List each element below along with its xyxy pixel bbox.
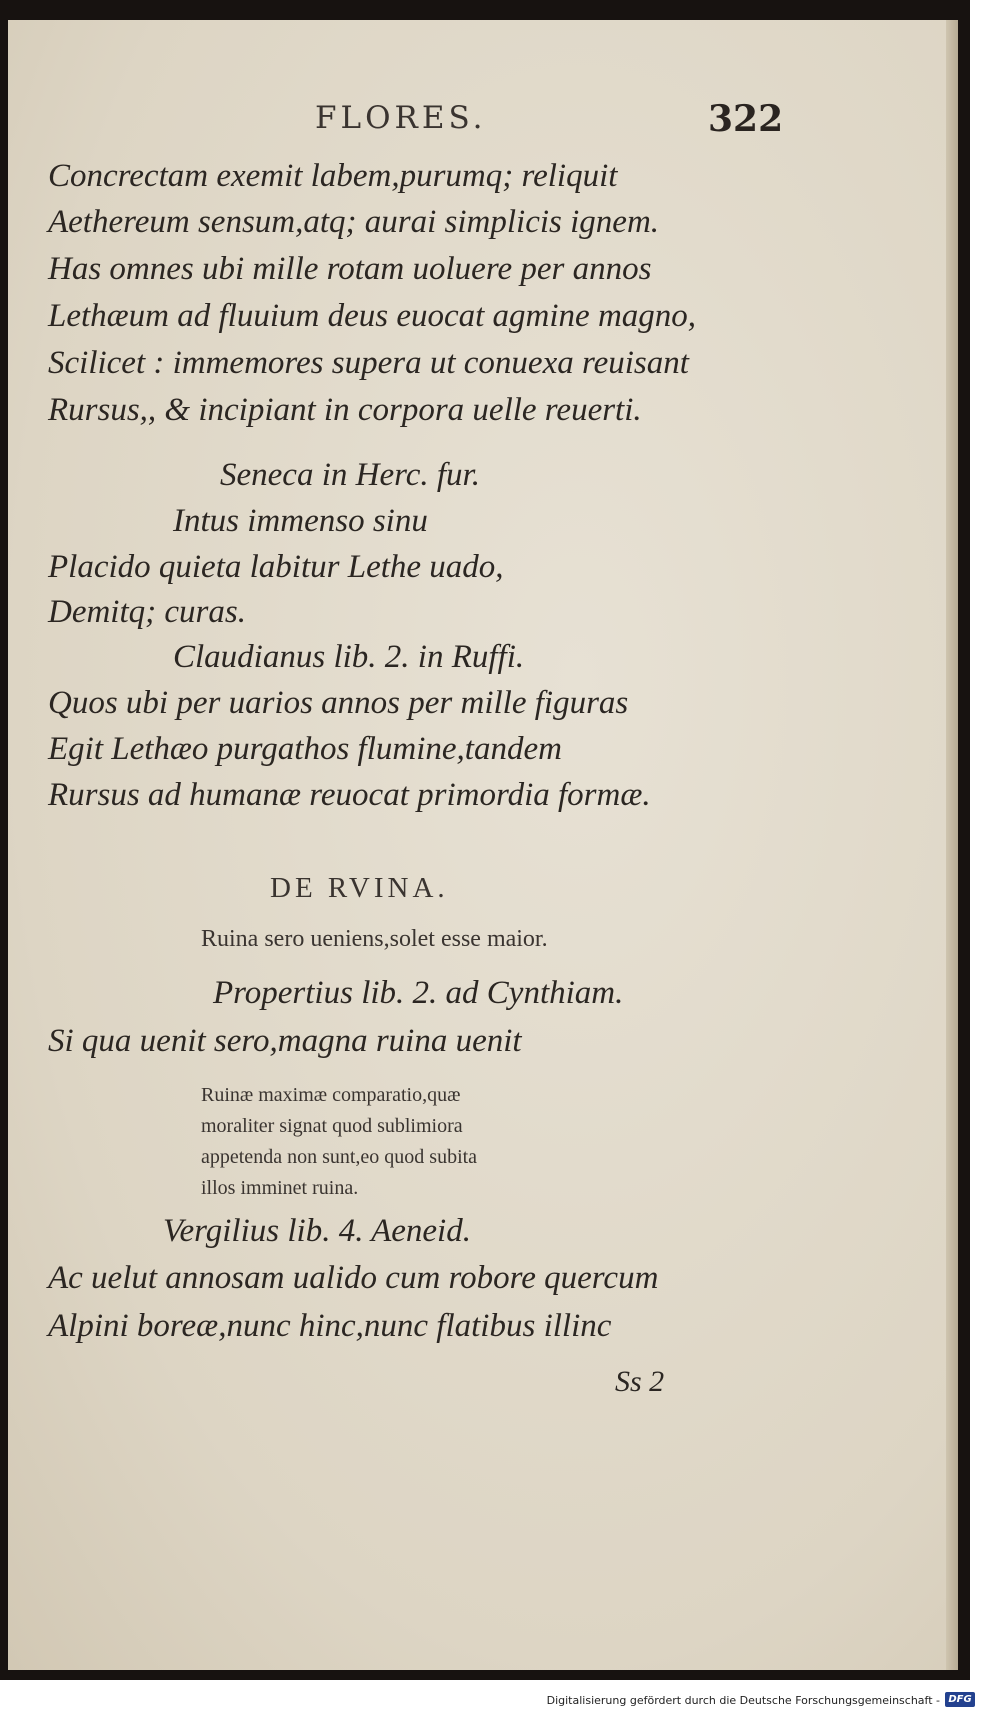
verse-line: Egit Lethæo purgathos flumine,tandem	[48, 731, 562, 767]
dfg-logo-text: DFG	[948, 1694, 972, 1705]
section-heading: DE RVINA.	[270, 872, 449, 904]
citation-vergilius: Vergilius lib. 4. Aeneid.	[163, 1213, 471, 1249]
page-number: 322	[708, 98, 784, 140]
verse-line: Rursus,, & incipiant in corpora uelle reuerti.	[48, 392, 642, 428]
verse-line: Alpini boreæ,nunc hinc,nunc flatibus illinc	[48, 1308, 612, 1344]
verse-line: Aethereum sensum,atq; aurai simplicis ignem.	[48, 204, 660, 240]
running-head: FLORES.	[315, 100, 487, 136]
verse-line: Placido quieta labitur Lethe uado,	[48, 549, 504, 585]
verse-line: Rursus ad humanæ reuocat primordia formæ.	[48, 777, 651, 813]
section-motto: Ruina sero ueniens,solet esse maior.	[201, 926, 548, 952]
note-line: moraliter signat quod sublimiora	[201, 1115, 463, 1137]
citation-seneca: Seneca in Herc. fur.	[220, 457, 480, 493]
verse-line: Lethæum ad fluuium deus euocat agmine magno,	[48, 298, 697, 334]
note-line: appetenda non sunt,eo quod subita	[201, 1146, 478, 1168]
page-edge	[946, 20, 958, 1670]
verse-line: Concrectam exemit labem,purumq; reliquit	[48, 158, 618, 194]
note-line: illos imminet ruina.	[201, 1177, 359, 1199]
verse-line: Has omnes ubi mille rotam uoluere per annos	[48, 251, 652, 287]
citation-propertius: Propertius lib. 2. ad Cynthiam.	[213, 975, 624, 1011]
digitization-credit: Digitalisierung gefördert durch die Deutsche Forschungsgemeinschaft -	[546, 1694, 940, 1707]
verse-line: Ac uelut annosam ualido cum robore quercum	[48, 1260, 659, 1296]
dfg-logo	[945, 1692, 975, 1707]
citation-claudianus: Claudianus lib. 2. in Ruffi.	[173, 639, 525, 675]
moral-note	[201, 1080, 477, 1204]
printer-signature: Ss 2	[615, 1365, 665, 1398]
book-page	[8, 20, 958, 1670]
note-line: Ruinæ maximæ comparatio,quæ	[201, 1084, 461, 1106]
verse-line: Scilicet : immemores supera ut conuexa reuisant	[48, 345, 689, 381]
verse-line: Demitq; curas.	[48, 594, 246, 630]
verse-line: Quos ubi per uarios annos per mille figuras	[48, 685, 629, 721]
verse-line: Si qua uenit sero,magna ruina uenit	[48, 1023, 522, 1059]
verse-line: Intus immenso sinu	[173, 503, 428, 539]
